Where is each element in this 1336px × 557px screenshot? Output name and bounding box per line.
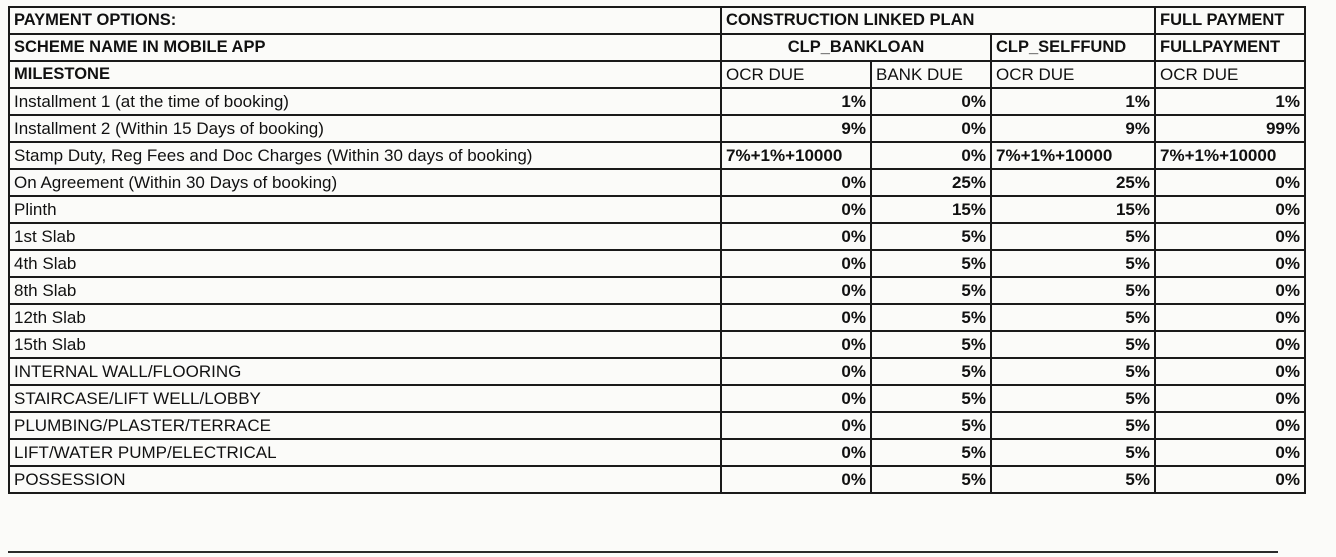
milestone-cell: 1st Slab: [9, 223, 721, 250]
clp-selffund-ocr-due-cell: 15%: [991, 196, 1155, 223]
milestone-cell: On Agreement (Within 30 Days of booking): [9, 169, 721, 196]
table-row: [9, 466, 1305, 493]
clp-selffund-ocr-due-cell: 5%: [991, 277, 1155, 304]
ocr-due-header-fullpayment: OCR DUE: [1155, 61, 1305, 88]
table-row: [9, 115, 1305, 142]
clp-bankloan-bank-due-cell: 0%: [871, 115, 991, 142]
fullpayment-ocr-due-cell: 99%: [1155, 115, 1305, 142]
payment-schedule-document: [8, 6, 1308, 494]
milestone-cell: LIFT/WATER PUMP/ELECTRICAL: [9, 439, 721, 466]
clp-bankloan-bank-due-cell: 5%: [871, 385, 991, 412]
fullpayment-ocr-due-cell: 1%: [1155, 88, 1305, 115]
clp-bankloan-bank-due-cell: 0%: [871, 88, 991, 115]
milestone-cell: STAIRCASE/LIFT WELL/LOBBY: [9, 385, 721, 412]
clp-bankloan-ocr-due-cell: 0%: [721, 304, 871, 331]
clp-bankloan-bank-due-cell: 5%: [871, 331, 991, 358]
clp-bankloan-bank-due-cell: 5%: [871, 304, 991, 331]
clp-bankloan-bank-due-cell: 5%: [871, 358, 991, 385]
clp-bankloan-ocr-due-cell: 0%: [721, 385, 871, 412]
milestone-cell: PLUMBING/PLASTER/TERRACE: [9, 412, 721, 439]
milestone-cell: Installment 1 (at the time of booking): [9, 88, 721, 115]
table-row: [9, 385, 1305, 412]
table-row: [9, 223, 1305, 250]
clp-bankloan-bank-due-cell: 25%: [871, 169, 991, 196]
clp-bankloan-ocr-due-cell: 0%: [721, 466, 871, 493]
ocr-due-header-selffund: OCR DUE: [991, 61, 1155, 88]
clp-selffund-ocr-due-cell: 7%+1%+10000: [991, 142, 1155, 169]
clp-bankloan-ocr-due-cell: 1%: [721, 88, 871, 115]
table-row: [9, 358, 1305, 385]
fullpayment-ocr-due-cell: 0%: [1155, 169, 1305, 196]
clp-bankloan-bank-due-cell: 15%: [871, 196, 991, 223]
payment-options-table: [8, 6, 1306, 494]
clp-selffund-ocr-due-cell: 5%: [991, 223, 1155, 250]
fullpayment-ocr-due-cell: 0%: [1155, 466, 1305, 493]
clp-bankloan-bank-due-cell: 5%: [871, 277, 991, 304]
clp-selffund-ocr-due-cell: 1%: [991, 88, 1155, 115]
fullpayment-ocr-due-cell: 0%: [1155, 196, 1305, 223]
scheme-name-label: SCHEME NAME IN MOBILE APP: [9, 34, 721, 61]
clp-bankloan-ocr-due-cell: 9%: [721, 115, 871, 142]
table-row: [9, 439, 1305, 466]
clp-selffund-ocr-due-cell: 5%: [991, 358, 1155, 385]
construction-linked-plan-header: CONSTRUCTION LINKED PLAN: [721, 7, 1155, 34]
milestone-cell: Stamp Duty, Reg Fees and Doc Charges (Within 30 days of booking): [9, 142, 721, 169]
clp-bankloan-ocr-due-cell: 7%+1%+10000: [721, 142, 871, 169]
clp-selffund-ocr-due-cell: 5%: [991, 412, 1155, 439]
clp-selffund-ocr-due-cell: 9%: [991, 115, 1155, 142]
bottom-rule-divider: [8, 551, 1278, 553]
table-row: [9, 88, 1305, 115]
clp-bankloan-bank-due-cell: 5%: [871, 439, 991, 466]
clp-bankloan-ocr-due-cell: 0%: [721, 331, 871, 358]
milestone-cell: Plinth: [9, 196, 721, 223]
clp-selffund-header: CLP_SELFFUND: [991, 34, 1155, 61]
clp-bankloan-header: CLP_BANKLOAN: [721, 34, 991, 61]
fullpayment-ocr-due-cell: 0%: [1155, 223, 1305, 250]
clp-bankloan-ocr-due-cell: 0%: [721, 412, 871, 439]
table-row: [9, 304, 1305, 331]
fullpayment-ocr-due-cell: 0%: [1155, 358, 1305, 385]
fullpayment-ocr-due-cell: 0%: [1155, 304, 1305, 331]
clp-bankloan-ocr-due-cell: 0%: [721, 358, 871, 385]
fullpayment-ocr-due-cell: 0%: [1155, 277, 1305, 304]
clp-bankloan-ocr-due-cell: 0%: [721, 196, 871, 223]
clp-selffund-ocr-due-cell: 5%: [991, 466, 1155, 493]
clp-bankloan-ocr-due-cell: 0%: [721, 169, 871, 196]
table-row: [9, 277, 1305, 304]
ocr-due-header-bankloan: OCR DUE: [721, 61, 871, 88]
clp-bankloan-bank-due-cell: 0%: [871, 142, 991, 169]
table-row: [9, 142, 1305, 169]
clp-selffund-ocr-due-cell: 5%: [991, 250, 1155, 277]
clp-bankloan-ocr-due-cell: 0%: [721, 250, 871, 277]
milestone-cell: INTERNAL WALL/FLOORING: [9, 358, 721, 385]
table-row: [9, 250, 1305, 277]
fullpayment-ocr-due-cell: 7%+1%+10000: [1155, 142, 1305, 169]
fullpayment-ocr-due-cell: 0%: [1155, 385, 1305, 412]
table-row: [9, 331, 1305, 358]
fullpayment-ocr-due-cell: 0%: [1155, 331, 1305, 358]
clp-selffund-ocr-due-cell: 25%: [991, 169, 1155, 196]
fullpayment-scheme-header: FULLPAYMENT: [1155, 34, 1305, 61]
full-payment-header: FULL PAYMENT: [1155, 7, 1305, 34]
milestone-cell: POSSESSION: [9, 466, 721, 493]
clp-bankloan-bank-due-cell: 5%: [871, 466, 991, 493]
clp-bankloan-ocr-due-cell: 0%: [721, 439, 871, 466]
header-row-payment-options: [9, 7, 1305, 34]
header-row-milestone: [9, 61, 1305, 88]
milestone-label: MILESTONE: [9, 61, 721, 88]
fullpayment-ocr-due-cell: 0%: [1155, 439, 1305, 466]
clp-bankloan-bank-due-cell: 5%: [871, 412, 991, 439]
clp-selffund-ocr-due-cell: 5%: [991, 331, 1155, 358]
clp-bankloan-ocr-due-cell: 0%: [721, 277, 871, 304]
clp-selffund-ocr-due-cell: 5%: [991, 439, 1155, 466]
bank-due-header: BANK DUE: [871, 61, 991, 88]
milestone-cell: 8th Slab: [9, 277, 721, 304]
table-row: [9, 196, 1305, 223]
header-row-scheme-name: [9, 34, 1305, 61]
fullpayment-ocr-due-cell: 0%: [1155, 250, 1305, 277]
fullpayment-ocr-due-cell: 0%: [1155, 412, 1305, 439]
milestone-cell: 4th Slab: [9, 250, 721, 277]
clp-bankloan-ocr-due-cell: 0%: [721, 223, 871, 250]
milestone-cell: 15th Slab: [9, 331, 721, 358]
clp-bankloan-bank-due-cell: 5%: [871, 223, 991, 250]
table-row: [9, 412, 1305, 439]
clp-bankloan-bank-due-cell: 5%: [871, 250, 991, 277]
milestone-cell: Installment 2 (Within 15 Days of booking): [9, 115, 721, 142]
table-row: [9, 169, 1305, 196]
payment-options-label: PAYMENT OPTIONS:: [9, 7, 721, 34]
clp-selffund-ocr-due-cell: 5%: [991, 304, 1155, 331]
milestone-cell: 12th Slab: [9, 304, 721, 331]
clp-selffund-ocr-due-cell: 5%: [991, 385, 1155, 412]
